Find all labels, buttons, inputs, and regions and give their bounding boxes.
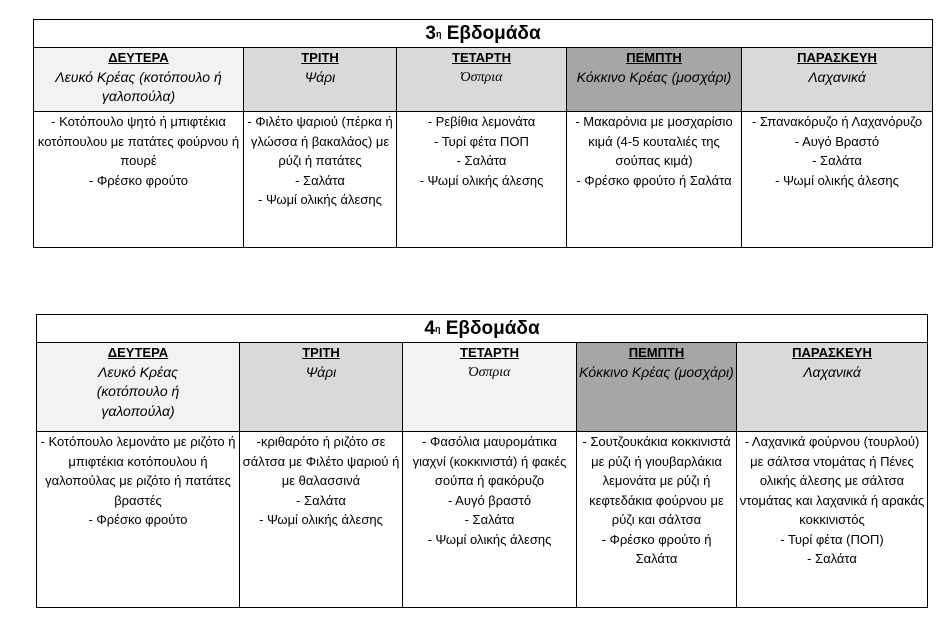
day-name: ΔΕΥΤΕΡΑ [107, 345, 169, 360]
menu-line: - Σαλάτα [812, 153, 862, 168]
day-category: Λαχανικά [808, 68, 866, 85]
menu-line: - Τυρί φέτα (ΠΟΠ) [780, 531, 884, 547]
menu-line: - Κοτόπουλο ψητό ή μπιφτέκια κοτόπουλου με πατάτες φούρνου ή πουρέ [37, 114, 240, 168]
menu-line: - Σαλάτα [296, 492, 346, 508]
day-category: Όσπρια [460, 69, 503, 85]
week-4-superscript: η [434, 324, 441, 334]
week-3-number: 3 [425, 23, 436, 44]
week-4-thursday-menu [577, 432, 737, 608]
week-3-friday-header [742, 48, 933, 112]
week-3-tuesday-header [244, 48, 397, 112]
day-name: ΤΡΙΤΗ [302, 345, 340, 360]
week-4-menu-table [36, 314, 928, 608]
week-4-wednesday-menu [403, 432, 577, 608]
day-name: ΠΑΡΑΣΚΕΥΗ [792, 345, 872, 360]
day-category: Κόκκινο Κρέας (μοσχάρι) [579, 363, 734, 380]
week-3-superscript: η [435, 29, 442, 39]
menu-line: - Αυγό Βραστό [794, 133, 880, 149]
menu-line: - Σαλάτα [295, 172, 345, 188]
day-category: Κόκκινο Κρέας (μοσχάρι) [576, 68, 732, 85]
week-4-title [37, 315, 928, 343]
week-4-tuesday-header [240, 343, 403, 432]
day-category: Ψάρι [304, 68, 336, 85]
week-4-number: 4 [424, 318, 435, 339]
day-category: Λαχανικά [803, 363, 861, 380]
menu-line: - Λαχανικά φούρνου (τουρλού) με σάλτσα ντομάτας ή Πένες ολικής άλεσης με σάλτσα ντομάτας και λαχανικά ή αρακάς κοκκινιστός [739, 434, 925, 527]
week-3-monday-menu [34, 112, 244, 248]
menu-line: - Σαλάτα [456, 153, 507, 168]
day-name: ΠΕΜΠΤΗ [626, 50, 682, 65]
week-3-tuesday-menu [244, 112, 397, 248]
week-4-thursday-header [577, 343, 737, 432]
menu-line: - Αυγό βραστό [447, 492, 532, 508]
week-4-monday-header [37, 343, 240, 432]
menu-line: - Σαλάτα [807, 551, 857, 566]
menu-line: - Φιλέτο ψαριού (πέρκα ή γλώσσα ή βακαλάος) με ρύζι ή πατάτες [247, 114, 393, 168]
menu-line: - Φρέσκο φρούτο ή Σαλάτα [601, 531, 712, 566]
menu-line: - Σπανακόρυζο ή Λαχανόρυζο [751, 114, 923, 129]
day-name: ΠΕΜΠΤΗ [628, 345, 685, 360]
menu-line: - Σουτζουκάκια κοκκινιστά με ρύζι ή γιουβαρλάκια λεμονάτα με ρύζι ή κεφτεδάκια φούρνου με ρύζι και σάλτσα [582, 434, 731, 527]
week-3-wednesday-menu [397, 112, 567, 248]
week-4-tuesday-menu [240, 432, 403, 608]
week-3-thursday-menu [567, 112, 742, 248]
menu-line: - Ψωμί ολικής άλεσης [259, 512, 383, 527]
menu-line: - Τυρί φέτα ΠΟΠ [434, 133, 529, 149]
menu-line: - Μακαρόνια με μοσχαρίσιο κιμά (4-5 κουταλιές της σούπας κιμά) [575, 114, 733, 168]
menu-line: - Ψωμί ολικής άλεσης [258, 192, 382, 207]
week-3-word: Εβδομάδα [446, 23, 541, 44]
week-3-monday-header [34, 48, 244, 112]
week-3-wednesday-header [397, 48, 567, 112]
menu-line: - Ρεβίθια λεμονάτα [427, 114, 536, 129]
menu-line: - Φρέσκο φρούτο [88, 172, 189, 188]
menu-line: - Φρέσκο φρούτο ή Σαλάτα [576, 172, 732, 188]
day-category: Ψάρι [305, 363, 337, 380]
menu-line: - Κοτόπουλο λεμονάτο με ριζότο ή μπιφτέκια κοτόπουλου ή γαλοπούλας με ριζότο ή πατάτες βραστές [40, 434, 236, 508]
menu-line: - Σαλάτα [464, 512, 515, 527]
menu-line: - Ψωμί ολικής άλεσης [427, 531, 552, 547]
week-4-wednesday-header [403, 343, 577, 432]
week-4-word: Εβδομάδα [445, 318, 540, 339]
week-3-friday-menu [742, 112, 933, 248]
menu-line: - Φασόλια μαυρομάτικα γιαχνί (κοκκινιστά) ή φακές σούπα ή φακόρυζο [412, 434, 567, 488]
menu-line: - Ψωμί ολικής άλεσης [775, 172, 899, 188]
week-3-title [34, 20, 933, 48]
week-3-menu-table [33, 19, 933, 248]
day-name: ΤΕΤΑΡΤΗ [452, 50, 511, 65]
menu-line: - Φρέσκο φρούτο [88, 512, 188, 527]
day-category: Όσπρια [468, 364, 511, 380]
menu-line: - Ψωμί ολικής άλεσης [419, 172, 544, 188]
day-name: ΤΡΙΤΗ [301, 50, 339, 65]
day-category: Λευκό Κρέας (κοτόπουλο ή γαλοπούλα) [96, 363, 180, 419]
day-category: Λευκό Κρέας (κοτόπουλο ή γαλοπούλα) [55, 68, 222, 104]
week-4-monday-menu [37, 432, 240, 608]
day-name: ΠΑΡΑΣΚΕΥΗ [797, 50, 877, 65]
menu-line: -κριθαρότο ή ριζότο σε σάλτσα με Φιλέτο ψαριού ή με θαλασσινά [242, 434, 400, 488]
week-3-thursday-header [567, 48, 742, 112]
day-name: ΔΕΥΤΕΡΑ [108, 50, 169, 65]
week-4-friday-header [737, 343, 928, 432]
week-4-friday-menu [737, 432, 928, 608]
day-name: ΤΕΤΑΡΤΗ [460, 345, 519, 360]
